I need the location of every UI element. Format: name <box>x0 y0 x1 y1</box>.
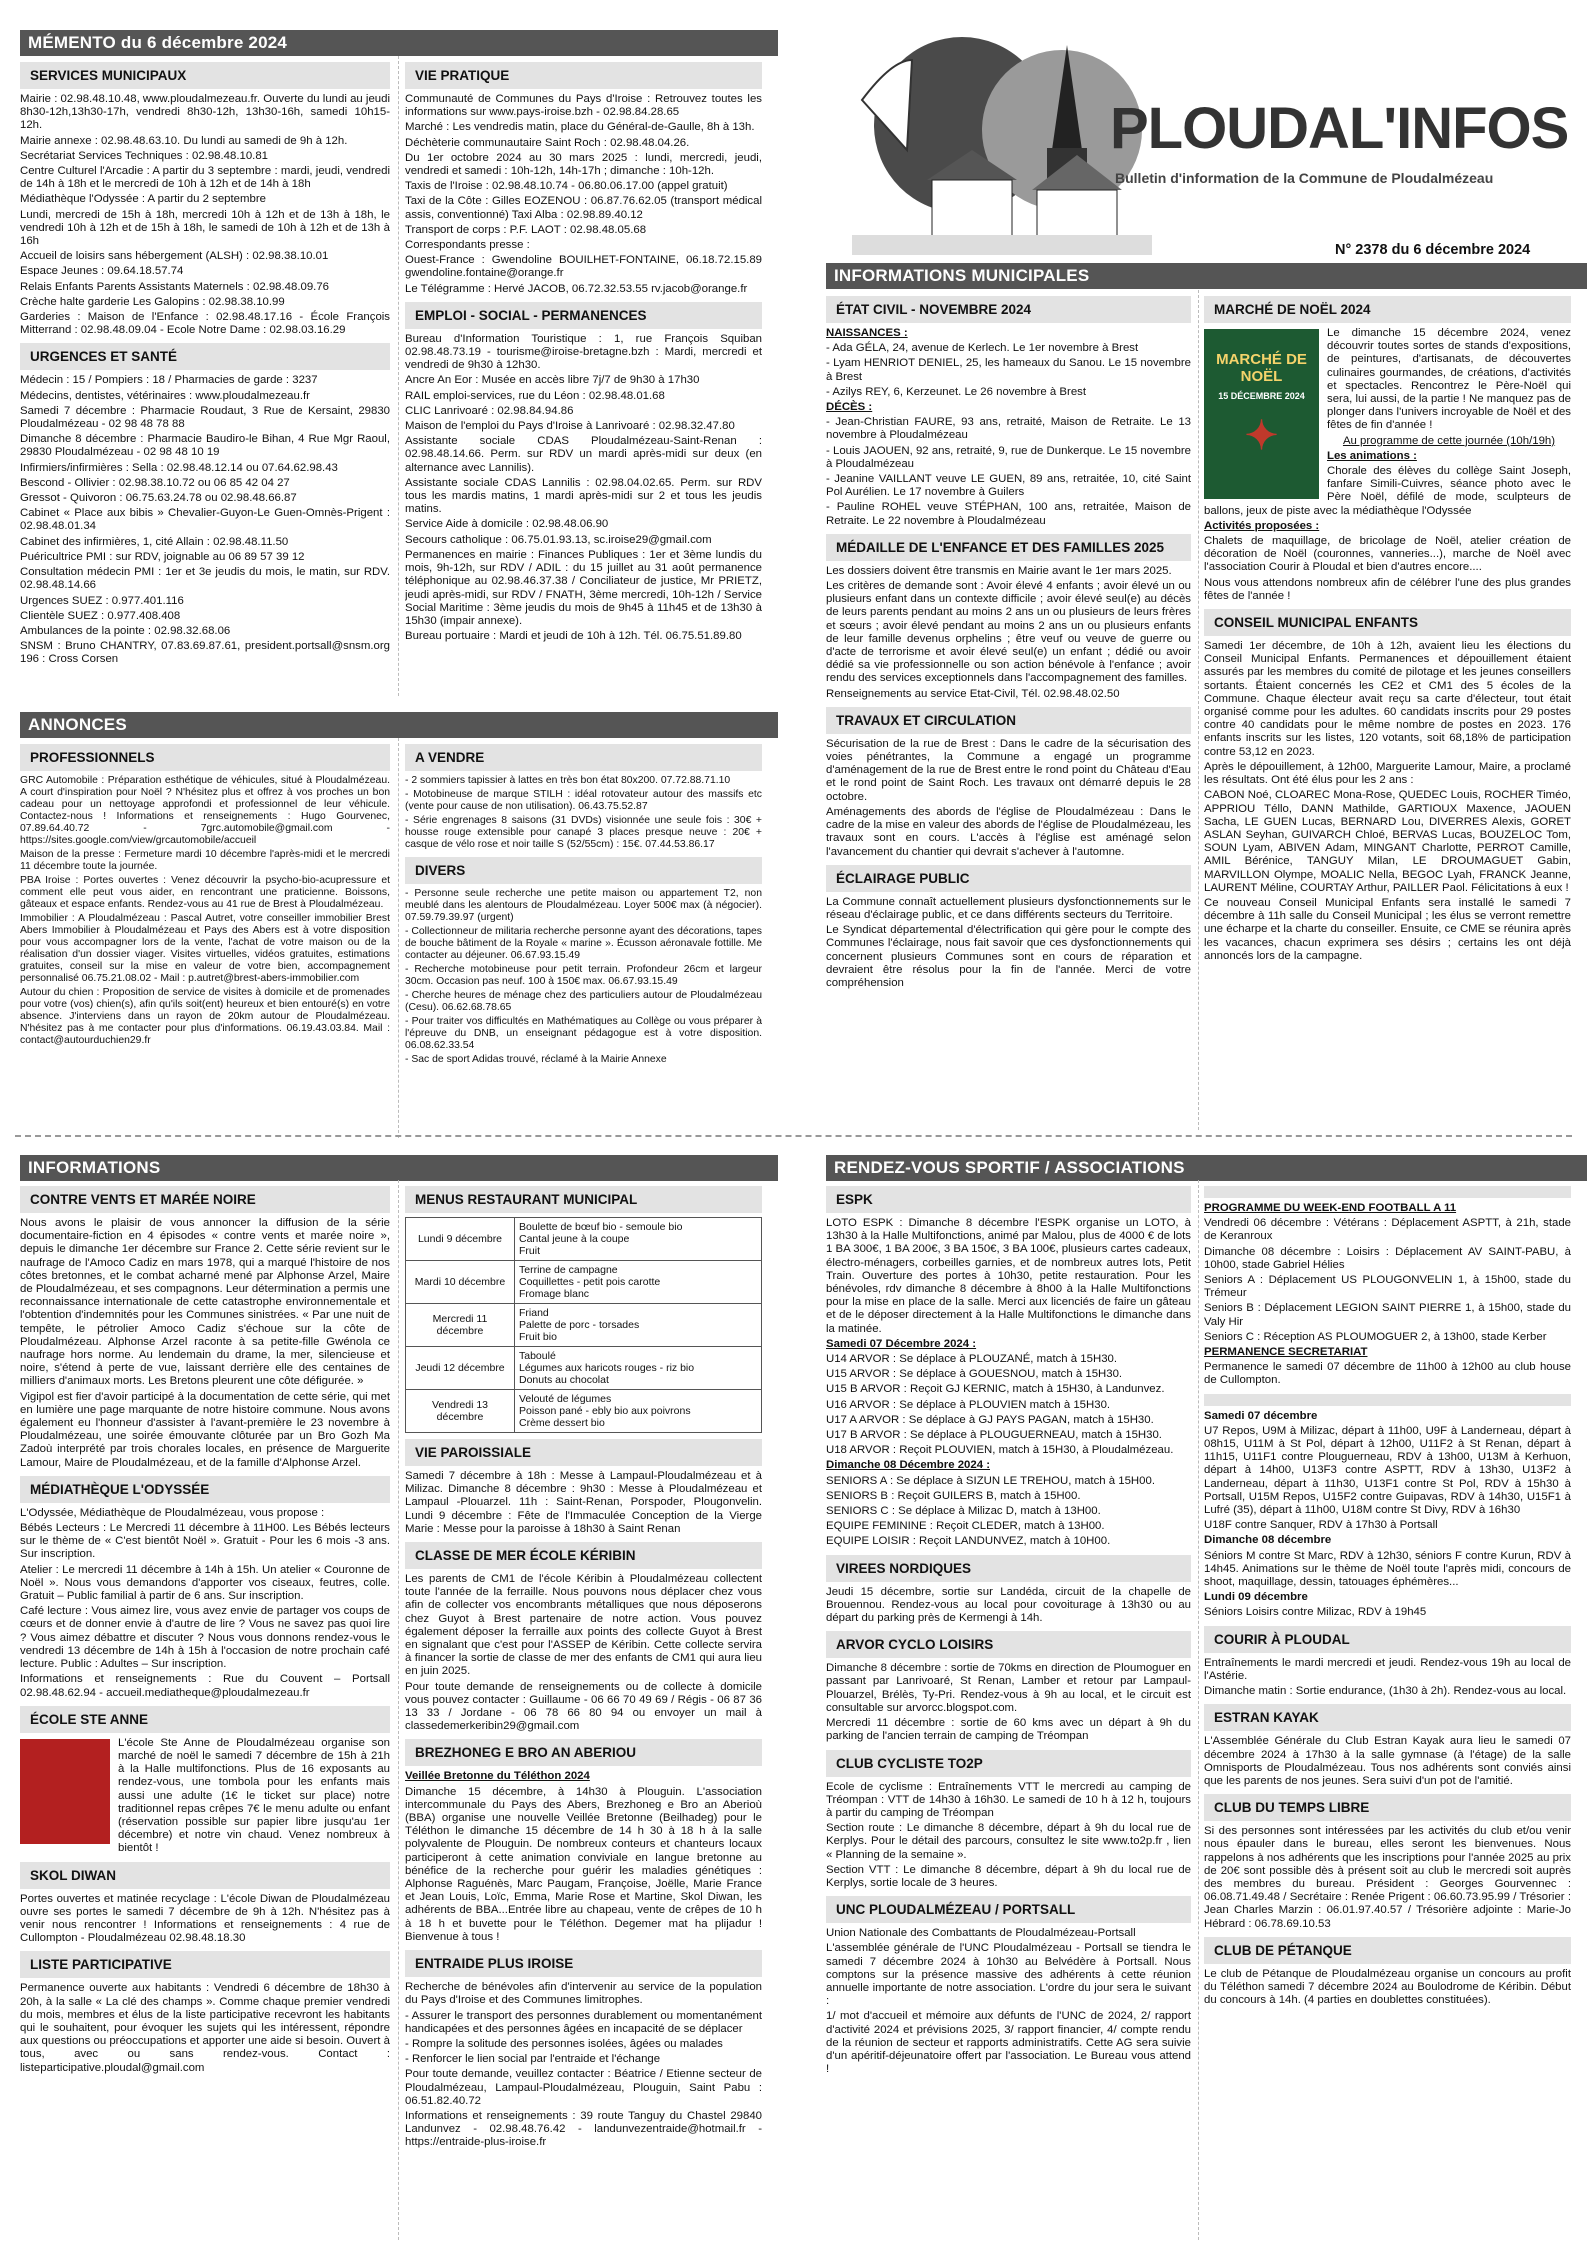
logo-subtitle: Bulletin d'information de la Commune de Ploudalmézeau <box>1115 170 1494 186</box>
section-virees: VIREES NORDIQUES <box>826 1555 1191 1582</box>
info-muni-right <box>1204 290 1571 1130</box>
section-petanque: CLUB DE PÉTANQUE <box>1204 1937 1571 1964</box>
services-text: Mairie : 02.98.48.10.48, www.ploudalmezeau.fr. Ouverte du lundi au jeudi 8h30-12h,13h30-17h, vendredi 8h30-12h, 13h30-16h, samedi 10h15-12h. Mairie annexe : 02.98.48.63.10. Du lundi au samedi de 9h à 12h. Secrétariat Services Techniques : 02.98.48.10.81 Centre Culturel l'Arcadie : A partir du 3 septembre : mardi, jeudi, vendredi de 14h à 18h et le mercredi de 10h à 12h et de 14h à 18h Médiathèque l'Odyssée : A partir du 2 septembre Lundi, mercredi de 15h à 18h, mercredi 10h à 12h et de 13h à 18h, le vendredi 10h à 12h et de 15h à 18h, le samedi de 10h à 12h et de 13h à 16h Accueil de loisirs sans hébergement (ALSH) : 02.98.38.10.01 Espace Jeunes : 09.64.18.57.74 Relais Enfants Parents Assistants Maternels : 02.98.48.09.76 Crèche halte garderie Les Galopins : 02.98.38.10.99 Garderies : Maison de l'Enfance : 02.98.48.17.16 - École François Mitterrand : 02.98.48.09.04 - Ecole Notre Dame : 02.98.03.16.29 <box>20 93 390 337</box>
section-brezhoneg: BREZHONEG E BRO AN ABERIOU <box>405 1739 762 1766</box>
section-club-cycliste: CLUB CYCLISTE TO2P <box>826 1750 1191 1777</box>
arzellis-text: PROGRAMME DU WEEK-END FOOTBALL A 11 Vendredi 06 décembre : Vétérans : Déplacement ASPTT, à 21h, stade de Keranroux Dimanche 08 décembre : Loisirs : Déplacement AV SAINT-PABU, à 10h00, stade Gabriel Hélies Seniors A : Déplacement US PLOUGONVELIN 1, à 15h00, stade du Trémeur Seniors B : Déplacement LEGION SAINT PIERRE 1, à 15h00, stade du Valy Hir Seniors C : Réception AS PLOUMOGUER 2, à 13h00, stade Kerber PERMANENCE SECRETARIAT Permanence le samedi 07 décembre de 11h00 à 12h00 au club house de Cullompton. <box>1204 1202 1571 1387</box>
rdv-right <box>1204 1180 1571 2240</box>
section-basket <box>1204 1394 1571 1406</box>
informations-bar: INFORMATIONS <box>20 1155 778 1181</box>
annonces-left <box>20 738 390 1138</box>
section-eclairage: ÉCLAIRAGE PUBLIC <box>826 865 1191 892</box>
espk-text: LOTO ESPK : Dimanche 8 décembre l'ESPK organise un LOTO, à 13h30 à la Halle Multifonctions, animé par Malou, plus de 4000 € de lots 1 BA 300€, 1 BA 200€, 3 BA 150€, 3 BA 100€, plusieurs cartes cadeaux, électro-ménagers, corbeilles garnies, et de nombreux autres lots, Petit Train. Ouverture des portes à 10h30, petite restauration. Pour les bénévoles, rdv dimanche 8 décembre à 8h00 à la Halle Multifonctions pour la mise en place de la salle. Merci aux licenciés de faire un gâteau et de le déposer directement à la Halle Multifonctions le dimanche dans la matinée. Samedi 07 Décembre 2024 : U14 ARVOR : Se déplace à PLOUZANÉ, match à 15H30. U15 ARVOR : Se déplace à GOUESNOU, match à 15H30. U15 B ARVOR : Reçoit GJ KERNIC, match à 15H30, à Landunvez. U16 ARVOR : Se déplace à PLOUVIEN match à 15H30. U17 A ARVOR : Se déplace à GJ PAYS PAGAN, match à 15H30. U17 B ARVOR : Se déplace à PLOUGUERNEAU, match à 15H30. U18 ARVOR : Reçoit PLOUVIEN, match à 15H30, à Ploudalmézeau. Dimanche 08 Décembre 2024 : SENIORS A : Se déplace à SIZUN LE TREHOU, match à 15H00. SENIORS B : Reçoit GUILERS B, match à 15H00. SENIORS C : Se déplace à Milizac D, match à 13H00. EQUIPE FEMININE : Reçoit CLEDER, match à 13H00. EQUIPE LOISIR : Reçoit LANDUNVEZ, match à 10H00. <box>826 1217 1191 1548</box>
a-vendre-text: - 2 sommiers tapissier à lattes en très bon état 80x200. 07.72.88.71.10 - Motobineuse de marque STILH : idéal rotovateur autour des massifs etc (vente pour cause de non utilisation). 06.43.75.52.87 - Série engrenages 8 saisons (31 DVDs) visionnée une seule fois : 30€ + housse rouge extensible pour canapé 3 places presque neuve : 20€ + casque de vélo rose et noir taille S (52/55cm) : 15€. 07.44.53.86.17 <box>405 775 762 850</box>
rdv-left <box>826 1180 1191 2240</box>
ecole-poster-image <box>20 1739 110 1844</box>
info-muni-bar: INFORMATIONS MUNICIPALES <box>826 263 1587 289</box>
section-divers: DIVERS <box>405 857 762 884</box>
ecole-ste-anne-text: L'école Ste Anne de Ploudalmézeau organise son marché de noël le samedi 7 décembre de 15h à 21h à la Halle multifonctions. Plus de 16 exposants au rendez-vous, une tombola pour les enfants mais aussi une adulte (1€ le ticket sur place) notre traditionnel repas crêpes 7€ le menu adulte ou enfant (réservation possible sur papier libre jusqu'au 1er décembre) et notre vin chaud. Venez nombreux à bientôt ! <box>118 1736 390 1855</box>
unc-text: Union Nationale des Combattants de Ploudalmézeau-Portsall L'assemblée générale de l'UNC Ploudalmézeau - Portsall se tiendra le samedi 7 décembre 2024 à 10h30 au Belvédère à Portsall. Nous comptons sur la présence massive des adhérents à cette réunion annuelle importante de notre association. L'ordre du jour sera le suivant : 1/ mot d'accueil et mémoire aux défunts de l'UNC de 2024, 2/ rapport d'activité 2024 et prévisions 2025, 3/ rapport financier, 4/ compte rendu de la réunion de secteur et rapports administratifs. Cette AG sera suivie d'un apéritif-déjeunatoire offert par l'association. Le Bureau vous attend ! <box>826 1927 1191 2076</box>
section-courir: COURIR À PLOUDAL <box>1204 1626 1571 1653</box>
info-muni-left <box>826 290 1191 1130</box>
club-temps-text: Si des personnes sont intéressées par les activités du club et/ou venir nous épauler dans le bureau, elles seront les bienvenues. Nous rappelons à nos adhérents que les inscriptions pour l'année 2025 au prix de 20€ sont possible dès à présent soit au club le mercredi soit auprès des membres du bureau. Président : Georges Gourvennec : 06.08.71.49.48 / Secrétaire : Renée Prigent : 06.60.73.95.99 / Trésorier : Jean Charles Marzin : 06.01.97.40.57 / Trésorière adjointe : Marie-Jo Hébrard : 06.78.69.10.53 <box>1204 1825 1571 1930</box>
section-emploi: EMPLOI - SOCIAL - PERMANENCES <box>405 302 762 329</box>
menu-row: Jeudi 12 décembre Taboulé Légumes aux haricots rouges - riz bio Donuts au chocolat <box>406 1347 762 1390</box>
section-conseil: CONSEIL MUNICIPAL ENFANTS <box>1204 609 1571 636</box>
divers-text: - Personne seule recherche une petite maison ou appartement T2, non meublé dans les alentours de Ploudalmézeau. Loyer 500€ max (à négocier). 07.59.79.39.97 (urgent) - Collectionneur de militaria recherche personne ayant des décorations, tapes de bouche bâtiment de la Royale « marine ». Écusson aéronavale fottille. Me contacter au déjeuner. 06.67.93.15.49 - Recherche motobineuse pour petit terrain. Profondeur 26cm et largeur 30cm. Occasion pas neuf. 100 à 150€ max. 06.67.93.15.49 - Cherche heures de ménage chez des particuliers autour de Ploudalmézeau (Cesu). 06.62.68.78.65 - Pour traiter vos difficultés en Mathématiques au Collège ou vous préparer à l'épreuve du DNB, un enseignant pédagogue est à votre disposition. 06.08.62.33.54 - Sac de sport Adidas trouvé, réclamé à la Mairie Annexe <box>405 888 762 1065</box>
courir-text: Entraînements le mardi mercredi et jeudi. Rendez-vous 19h au local de l'Astérie. Dimanche matin : Sortie endurance, (1h30 à 2h). Rendez-vous au local. <box>1204 1656 1571 1698</box>
section-club-temps: CLUB DU TEMPS LIBRE <box>1204 1794 1571 1821</box>
menu-row: Lundi 9 décembre Boulette de bœuf bio - semoule bio Cantal jeune à la coupe Fruit <box>406 1218 762 1261</box>
section-arvor-cyclo: ARVOR CYCLO LOISIRS <box>826 1631 1191 1658</box>
section-espk: ESPK <box>826 1186 1191 1213</box>
section-mediatheque: MÉDIATHÈQUE L'ODYSSÉE <box>20 1476 390 1503</box>
section-services: SERVICES MUNICIPAUX <box>20 62 390 89</box>
poster-date: 15 DÉCEMBRE 2024 <box>1218 391 1305 401</box>
memento-right <box>405 56 762 696</box>
logo-title: PLOUDAL'INFOS <box>1110 96 1569 161</box>
mediatheque-text: L'Odyssée, Médiathèque de Ploudalmézeau, vous propose : Bébés Lecteurs : Le Mercredi 11 décembre à 11H00. Les Bébés lecteurs sur le thème de « C'est bientôt Noël ». Gratuit - Pour les 6 mois -3 ans. Sur inscription. Atelier : Le mercredi 11 décembre à 14h à 15h. Un atelier « Couronne de Noël ». Nous vous demandons d'apporter vos ciseaux, feutres, colle. Gratuit – Public familial à partir de 6 ans. Sur inscription. Café lecture : Vous aimez lire, vous avez envie de partager vos coups de cœurs et de donner envie à d'autre de lire ? Vous ne savez pas quoi lire ? Vous aimez débattre et discuter ? Nous vous donnons rendez-vous le vendredi 13 décembre de 14h à 15h à l'occasion de notre prochain café lecture. Public : Adultes – Sur inscription. Informations et renseignements : Rue du Couvent – Portsall 02.98.48.62.94 - accueil.mediatheque@ploudalmezeau.fr <box>20 1506 390 1699</box>
section-etat-civil: ÉTAT CIVIL - NOVEMBRE 2024 <box>826 296 1191 323</box>
arvor-cyclo-text: Dimanche 8 décembre : sortie de 70kms en direction de Ploumoguer en passant par Lanrivoaré, St Renan, Lamber et retour par Lampaul-Plouarzel, Brélès, Ty-Pri. Rendez-vous à 9h au local, et le circuit est consultable sur arvorcc.blogspot.com. Mercredi 11 décembre : sortie de 60 kms avec un départ à 9h du parking de l'ancien terrain de camping de Tréompan <box>826 1662 1191 1743</box>
section-entraide: ENTRAIDE PLUS IROISE <box>405 1950 762 1977</box>
annonces-bar: ANNONCES <box>20 712 778 738</box>
section-vie-pratique: VIE PRATIQUE <box>405 62 762 89</box>
rdv-bar: RENDEZ-VOUS SPORTIF / ASSOCIATIONS <box>826 1155 1587 1181</box>
section-urgences: URGENCES ET SANTÉ <box>20 343 390 370</box>
menu-row: Mardi 10 décembre Terrine de campagne Coquillettes - petit pois carotte Fromage blanc <box>406 1261 762 1304</box>
section-skol-diwan: SKOL DIWAN <box>20 1862 390 1889</box>
eclairage-text: La Commune connaît actuellement plusieurs dysfonctionnements sur le réseau d'éclairage public, et ce dans différents secteurs du Territoire. Le Syndicat départemental d'électrification qui gère pour le compte des Communes l'éclairage, nous fait savoir que ces dysfonctionnements qui concernent plusieurs Communes sont en cours de réparation et devraient être résolus pour la fin de l'année. Merci de votre compréhension <box>826 895 1191 989</box>
section-classe-mer: CLASSE DE MER ÉCOLE KÉRIBIN <box>405 1542 762 1569</box>
memento-bar: MÉMENTO du 6 décembre 2024 <box>20 30 778 56</box>
section-marche-noel: MARCHÉ DE NOËL 2024 <box>1204 296 1571 323</box>
etat-civil-text: NAISSANCES : - Ada GÉLA, 24, avenue de Kerlech. Le 1er novembre à Brest - Lyam HENRIOT DENIEL, 25, les hameaux du Sanou. Le 15 novembre à Brest - Azilys REY, 6, Kerzeunet. Le 26 novembre à Brest DÉCÈS : - Jean-Christian FAURE, 93 ans, retraité, Maison de Retraite. Le 13 novembre à Ploudalmézeau - Louis JAOUEN, 92 ans, retraité, 9, rue de Dunkerque. Le 15 novembre à Ploudalmézeau - Jeanine VAILLANT veuve LE GUEN, 89 ans, retraitée, 10, cité Saint Pol Aurélien. Le 17 novembre à Guilers - Pauline ROHEL veuve STÉPHAN, 100 ans, retraitée, Maison de Retraite. Le 22 novembre à Ploudalmézeau <box>826 327 1191 527</box>
paroissiale-text: Samedi 7 décembre à 18h : Messe à Lampaul-Ploudalmézeau et à Milizac. Dimanche 8 décembre : 9h30 : Messe à Ploudalmézeau et Lampaul -Plouarzel. 11h : Saint-Renan, Porspoder, Plougonvelin. Lundi 9 décembre : Fête de l'Immaculée Conception de la Vierge Marie : Messe pour la paroisse à 18h30 à Saint Renan <box>405 1470 762 1535</box>
emploi-text: Bureau d'Information Touristique : 1, rue François Squiban 02.98.48.73.19 - tourisme@iroise-bretagne.bzh : Mardi, mercredi et vendredi de 9h30 à 12h30. Ancre An Eor : Musée en accès libre 7j/7 de 9h30 à 17h30 RAIL emploi-services, rue du Léon : 02.98.48.01.68 CLIC Lanrivoaré : 02.98.84.94.86 Maison de l'emploi du Pays d'Iroise à Lanrivoaré : 02.98.32.47.80 Assistante sociale CDAS Ploudalmézeau-Saint-Renan : 02.98.48.14.66. Perm. sur RDV un mardi après-midi sur deux (en alternance avec Lannilis). Assistante sociale CDAS Lannilis : 02.98.04.02.65. Perm. sur RDV tous les mardis matins, 1 mardi après-midi sur 2 et tous les jeudis matins. Service Aide à domicile : 02.98.48.06.90 Secours catholique : 06.75.01.93.13, sc.iroise29@gmail.com Permanences en mairie : Finances Publiques : 1er et 3ème lundis du mois, 9h-12h, sur RDV / ADIL : du 15 juillet au 31 août permanence téléphonique au 02.98.46.37.38 / Conciliateur de justice, Mr PRIETZ, jeudi après-midi, sur RDV / FNATH, 3ème mercredi, 10h-12h / Service Social Maritime : 3ème jeudis du mois de 9h45 à 11h45 et de 13h30 à 15h30 (impair annexe). Bureau portuaire : Mardi et jeudi de 10h à 12h. Tél. 06.75.51.89.80 <box>405 332 762 643</box>
liste-participative-text: Permanence ouverte aux habitants : Vendredi 6 décembre de 18h30 à 20h, à la salle « La clé des champs ». Comme chaque premier vendredi du mois, membres et élus de la liste participative recevront les habitants qui le souhaitent, pour évoquer les sujets qui les intéressent, répondre aux questions ou préoccupations et apporter une aide si besoin. Ouvert à tous, avec ou sans rendez-vous. Contact : listeparticipative.ploudal@gmail.com <box>20 1982 390 2074</box>
memento-left <box>20 56 390 696</box>
issue-number: N° 2378 du 6 décembre 2024 <box>1335 242 1531 258</box>
informations-left <box>20 1180 390 2240</box>
annonces-right <box>405 738 762 1138</box>
section-a-vendre: A VENDRE <box>405 744 762 771</box>
urgences-text: Médecin : 15 / Pompiers : 18 / Pharmacies de garde : 3237 Médecins, dentistes, vétérinaires : www.ploudalmezeau.fr Samedi 7 décembre : Pharmacie Roudaut, 3 Rue de Kersaint, 29830 Ploudalmézeau - 02 98 48 78 88 Dimanche 8 décembre : Pharmacie Baudiro-le Bihan, 4 Rue Mgr Raoul, 29830 Ploudalmézeau - 02 98 48 10 19 Infirmiers/infirmières : Sella : 02.98.48.12.14 ou 07.64.62.98.43 Bescond - Ollivier : 02.98.38.10.72 ou 06 85 42 04 27 Gressot - Quivoron : 06.75.63.24.78 ou 02.98.48.66.87 Cabinet « Place aux bibis » Chevalier-Guyon-Le Guen-Omnès-Prigent : 02.98.48.01.34 Cabinet des infirmières, 1, cité Allain : 02.98.48.11.50 Puéricultrice PMI : sur RDV, joignable au 06 89 57 39 12 Consultation médecin PMI : 1er et 3e jeudis du mois, le matin, sur RDV. 02.98.48.14.66 Urgences SUEZ : 0.977.401.116 Clientèle SUEZ : 0.977.408.408 Ambulances de la pointe : 02.98.32.68.06 SNSM : Bruno CHANTRY, 07.83.69.87.61, president.portsall@snsm.org 196 : Cross Corsen <box>20 374 390 666</box>
medaille-text: Les dossiers doivent être transmis en Mairie avant le 1er mars 2025. Les critères de demande sont : Avoir élevé 4 enfants ; avoir élevé un ou plusieurs enfant dans un contexte difficile ; avoir élevé seul(e) au décès de leurs parents pendant au moins 2 ans un ou plusieurs de leurs frères et sœurs ; avoir élevé pendant au moins 2 ans un ou plusieurs enfants de leur famille devenus orphelins ; être veuf ou veuve de guerre ou d'acte de terrorisme et avoir élevé seul(e) un enfant ; dédié ou avoir dédié sa vie professionnelle ou son action bénévole à l'enfance ; avoir rendu des services exceptionnels dans l'accompagnement des familles. Renseignements au service Etat-Civil, Tél. 02.98.48.02.50 <box>826 564 1191 700</box>
section-arzellis <box>1204 1186 1571 1198</box>
christmas-poster <box>1204 329 1319 499</box>
poster-title: MARCHÉ DE NOËL <box>1216 351 1307 385</box>
entraide-text: Recherche de bénévoles afin d'intervenir au service de la population du Pays d'Iroise et des Communes limitrophes. - Assurer le transport des personnes durablement ou momentanément handicapées et des personnes âgées en incapacité de se déplacer - Rompre la solitude des personnes isolées, âgées ou malades - Renforcer le lien social par l'entraide et l'échange Pour toute demande, veuillez contacter : Béatrice / Etienne secteur de Ploudalmézeau, Lampaul-Ploudalmézeau, Plouguin, Saint Pabu : 06.51.82.40.72 Informations et renseignements : 39 route Tanguy du Chastel 29840 Landunvez - 02.98.48.76.42 - landunvezentraide@hotmail.fr - https://entraide-plus-iroise.fr <box>405 1981 762 2149</box>
petanque-text: Le club de Pétanque de Ploudalmézeau organise un concours au profit du Téléthon samedi 7 décembre 2024 au Boulodrome de Kéribin. Début du concours à 14h. (4 parties en doublettes constituées). <box>1204 1967 1571 2007</box>
informations-right <box>405 1180 762 2240</box>
vie-pratique-text: Communauté de Communes du Pays d'Iroise : Retrouvez toutes les informations sur www.pays-iroise.bzh - 02.98.84.28.65 Marché : Les vendredis matin, place du Général-de-Gaulle, 8h à 13h. Déchèterie communautaire Saint Roch : 02.98.48.04.26. Du 1er octobre 2024 au 30 mars 2025 : lundi, mercredi, jeudi, vendredi et samedi : 10h-12h, 14h-17h ; dimanche : 10h-12h. Taxis de l'Iroise : 02.98.48.10.74 - 06.80.06.17.00 (appel gratuit) Taxi de la Côte : Gilles EOZENOU : 06.87.76.62.05 (transport médical assis, conventionné) Taxi Alba : 02.98.89.40.12 Transport de corps : P.F. LAOT : 02.98.48.05.68 Correspondants presse : Ouest-France : Gwendoline BOUILHET-FONTAINE, 06.18.72.15.89 gwendoline.fontaine@orange.fr Le Télégramme : Hervé JACOB, 06.72.32.53.55 rv.jacob@orange.fr <box>405 93 762 295</box>
section-contre-vents: CONTRE VENTS ET MARÉE NOIRE <box>20 1186 390 1213</box>
brezhoneg-text: Veillée Bretonne du Téléthon 2024 Dimanche 15 décembre, à 14h30 à Plouguin. L'association intercommunale du Pays des Abers, Brezhoneg e Bro an Aberioù (BBA) organise une nouvelle Veillée Bretonne (Beilhadeg) pour le Téléthon le dimanche 15 décembre de 14 h 30 à 18 h à la salle polyvalente de Plouguin. De nombreux conteurs et chanteurs locaux participeront à cette animation conviviale en langue bretonne au bénéfice de la recherche pour guérir les maladies génétiques : Alphonse Raguénès, Marc Paugam, Françoise, Joëlle, Marie France et Jean Louis, Loïc, Emma, Marie Rose et Martine, Skol Diwan, les adhérents de BBA...Entrée libre au chapeau, vente de crêpes de 10 h à 18 h et buvette pour le Téléthon. Degemer mat ha plijadur ! Bienvenue à tous ! <box>405 1770 762 1943</box>
virees-text: Jeudi 15 décembre, sortie sur Landéda, circuit de la chapelle de Brouennou. Rendez-vous au local pour covoiturage à 13h30 ou au départ du parking près de Kermengi à 14h. <box>826 1585 1191 1625</box>
skol-diwan-text: Portes ouvertes et matinée recyclage : L'école Diwan de Ploudalmézeau ouvre ses portes le samedi 7 décembre de 9h à 12h. N'hésitez pas à venir nous rencontrer ! Informations et renseignements : 4 rue de Cullompton - Ploudalmézeau 02.98.48.18.30 <box>20 1892 390 1945</box>
tree-icon: ✦ <box>1244 414 1279 458</box>
estran-text: L'Assemblée Générale du Club Estran Kayak aura lieu le samedi 07 décembre 2024 à 17h30 à la salle gymnase (à l'étage) de la salle Omnisports de Ploudalmézeau. Tous nos adhérents sont conviés ainsi que les parents de nos jeunes. Sera suivi d'un pot de l'amitié. <box>1204 1735 1571 1787</box>
classe-mer-text: Les parents de CM1 de l'école Kéribin à Ploudalmézeau collectent toute l'année de la ferraille. Nous pouvons nous déplacer chez vous afin de collecter vos encombrants métalliques que nous déposerons chez Guyot à Brest partenaire de notre action. Vous pouvez également déposer la ferraille aux points des collecte Guyot à Brest en signalant que c'est pour l'ASSEP de Kéribin. Cette collecte servira à financer la sortie de classe de mer des enfants de CM1 qui aura lieu en juin 2025. Pour toute demande de renseignements ou de collecte à domicile vous pouvez contacter : Guillaume - 06 66 70 49 69 / Régis - 06 87 36 13 33 / Jordane - 06 78 66 80 94 ou envoyer un mail à classedemerkeribin29@gmail.com <box>405 1573 762 1733</box>
travaux-text: Sécurisation de la rue de Brest : Dans le cadre de la sécurisation des voies pénétrantes, la Commune a engagé un programme d'aménagement de la rue de Brest entre le rond point du Château d'Eau et le rond point de Saint Roch. Les travaux ont démarré depuis le 28 octobre. Aménagements des abords de l'église de Ploudalmézeau : Dans le cadre de la mise en valeur des abords de l'église de Ploudalmézeau, les travaux sont en cours. L'accès à l'église est aménagé selon l'avancement du chantier qui devrait s'achever à l'automne. <box>826 737 1191 858</box>
basket-text: Samedi 07 décembre U7 Repos, U9M à Milizac, départ à 11h00, U9F à Landerneau, départ à 08h15, U11M à St Pol, départ à 12h00, U11F2 à St Renan, départ à 11h15, U11F1 contre Plouguerneau, RDV à 13h00, U13M à Kerhuon, départ à 14h00, U13F3 contre ASPTT, RDV à 13h30, U13F2 à Landerneau, départ à 11h30, U13F1 contre St Pol, RDV à 15h30 à Portsall, U15M Repos, U15F2 contre Guipavas, RDV à 14h30, U15F1 à Lufré (35), départ à 11h00, U18M contre St Divy, RDV à 16h30 U18F contre Sanquer, RDV à 17h30 à Portsall Dimanche 08 décembre Séniors M contre St Marc, RDV à 12h30, séniors F contre Kurun, RDV à 14h45. Animations sur le thème de Noël toute l'après midi, concours de shoot, maquillage, dessin, tatouages éphémères... Lundi 09 décembre Séniors Loisirs contre Milizac, RDV à 19h45 <box>1204 1409 1571 1619</box>
menu-row: Vendredi 13 décembre Velouté de légumes Poisson pané - ebly bio aux poivrons Crème dessert bio <box>406 1390 762 1433</box>
professionnels-text: GRC Automobile : Préparation esthétique de véhicules, situé à Ploudalmézeau. A court d'inspiration pour Noël ? N'hésitez plus et offrez à vos proches un bon cadeau pour un nettoyage approfondi et professionnel de leur véhicule. Contactez-nous ! Informations et renseignements : Hugo Gourvenec, 07.89.64.40.72 - 7grc.automobile@gmail.com - https://sites.google.com/view/grcautomobile/accueil Maison de la presse : Fermeture mardi 10 décembre l'après-midi et le mercredi 11 décembre toute la journée. PBA Iroise : Portes ouvertes : Venez découvrir la psycho-bio-acupressure et comment elle peut vous aider, en rencontrant une praticienne. Boissons, gâteaux et espace enfants. Rendez-vous au 41 rue de Brest à Ploudalmézeau. Immobilier : A Ploudalmézeau : Pascal Autret, votre conseiller immobilier Brest Abers Immobilier à Ploudalmézeau et Pays des Abers est à votre disposition pour vous accompagner lors de la vente, l'achat de votre maison ou de la réalisation d'un dossier viager. Visites virtuelles, vidéos gratuites, estimations gratuites, conseil sur la mise en valeur de votre bien, accompagnement personnalisé 06.75.21.08.02 - Mail : p.autret@brest-abers-immobilier.com Autour du chien : Proposition de service de visites à domicile et de promenades pour votre (vos) chien(s), afin qu'ils soit(ent) heureux et bien entouré(s) en votre absence. J'interviens dans un rayon de 20km autour de Ploudalmézeau. N'hésitez pas à me contacter pour plus d'informations. 06.19.43.03.84. Mail : contact@autourduchien29.fr <box>20 775 390 1046</box>
section-travaux: TRAVAUX ET CIRCULATION <box>826 707 1191 734</box>
menu-table <box>405 1217 762 1433</box>
section-estran: ESTRAN KAYAK <box>1204 1704 1571 1731</box>
section-unc: UNC PLOUDALMÉZEAU / PORTSALL <box>826 1896 1191 1923</box>
contre-vents-text: Nous avons le plaisir de vous annoncer la diffusion de la série documentaire-fiction en 4 épisodes « contre vents et marée noire », depuis le dimanche 1er décembre sur France 2. Cette série revient sur le naufrage de l'Amoco Cadiz en mars 1978, qui a marqué l'histoire de nos côtes bretonnes, et le combat acharné mené par Alphonse Arzel, Maire de Ploudalmézeau, et ses compagnons. Leur détermination a permis une reconnaissance internationale de cette catastrophe environnementale et l'obtention d'indemnités pour les Communes sinistrées. « Par une nuit de tempête, le pétrolier Amoco Cadiz s'échoue sur la côte de Ploudalmézeau. Alphonse Arzel raconte à sa petite-fille Gwénola ce naufrage hors norme. Au lendemain du drame, la mer, silencieuse et noire, s'étend à perte de vue, laissant derrière elle des centaines de milliers d'animaux morts. Les Bretons pleurent une côte défigurée. » Vigipol est fier d'avoir participé à la documentation de cette série, qui met en lumière une page marquante de notre histoire commune. Nous avons également eu l'honneur d'assister à l'avant-première le 23 novembre à Ploudalmézeau, une soirée émouvante clôturée par un Bro Gozh Ma Zadoù interprété par trois chorales locales, en présence de Marguerite Lamour, Maire de Ploudalmézeau, et de la famille d'Alphonse Arzel. <box>20 1217 390 1469</box>
section-liste-participative: LISTE PARTICIPATIVE <box>20 1951 390 1978</box>
conseil-text: Samedi 1er décembre, de 10h à 12h, avaient lieu les élections du Conseil Municipal Enfants. Permanences et dépouillement étaient assurés par les membres du comité de pilotage et les jeunes conseillers sortants. Étaient concernés les CE2 et CM1 des 5 écoles de la Commune. Chaque électeur avait reçu sa carte d'électeur, tout était organisé comme pour les adultes. 60 candidats inscrits pour 29 postes contre 40 candidats pour le même nombre de postes en 2023. 176 enfants inscrits sur les listes, 120 votants, soit 68,18% de participation contre 53,12 en 2023. Après le dépouillement, à 12h00, Marguerite Lamour, Maire, a proclamé les résultats. Ont été élus pour les 2 ans : CABON Noé, CLOAREC Mona-Rose, QUEDEC Louis, ROCHER Timéo, APPRIOU Téllo, DANN Mathilde, GARTIOUX Maxence, JAOUEN Sacha, LE GUEN Lucas, BERNARD Lou, DIVERRES Alexis, GORET ASLAN Seyhan, GUIVARCH Chloé, BERVAS Lucas, BOUZELOC Tom, SOUN Lyam, ABIVEN Adam, MINGANT Charlotte, PERROT Camille, AMIL Bérénice, TANGUY Milan, LE DROUMAGUET Gabin, MARVILLON Olympe, MOALIC Nella, BEGOC Lyah, FRANCK Jeanne, LAURENT Méline, COURTAY Arthur, PAILLER Paol. Félicitations à eux ! Ce nouveau Conseil Municipal Enfants sera installé le samedi 7 décembre à 11h salle du Conseil Municipal ; les élus se verront remettre une écharpe et la charte du conseiller. Ensuite, ce CME se réunira après les vacances, chacun exprimera ses désirs ; certains les ont déjà annoncés lors de la campagne. <box>1204 640 1571 962</box>
section-menus: MENUS RESTAURANT MUNICIPAL <box>405 1186 762 1213</box>
club-cycliste-text: Ecole de cyclisme : Entraînements VTT le mercredi au camping de Tréompan : VTT de 14h30 à 16h30. Le samedi de 10 h à 12 h, toujours à partir du camping de Tréompan Section route : Le dimanche 8 décembre, départ à 9h du local rue de Kerplys. Pour le détail des parcours, consultez le site www.to2p.fr , lien « Planning de la semaine ». Section VTT : Le dimanche 8 décembre, départ à 9h du local rue de Kerplys, sortie locale de 3 heures. <box>826 1780 1191 1889</box>
section-professionnels: PROFESSIONNELS <box>20 744 390 771</box>
section-vie-paroissiale: VIE PAROISSIALE <box>405 1439 762 1466</box>
menu-row: Mercredi 11 décembre Friand Palette de porc - torsades Fruit bio <box>406 1304 762 1347</box>
marche-noel-text: Le dimanche 15 décembre 2024, venez découvrir toutes sortes de stands d'expositions, de peintures, d'artisanats, de découvertes culinaires gourmandes, de créations, d'activités et spectacles. Rencontrez le Père-Noël qui sera, lui aussi, de la partie ! Ne manquez pas de plonger dans l'univers incroyable de Noël et des fêtes de fin d'année ! Au programme de cette journée (10h/19h) Les animations : Chorale des élèves du collège Saint Joseph, fanfare Simili-Cuivres, séance photo avec le Père Noël, défilé de mode, sculpteurs de ballons, jeux de piste avec la médiathèque l'Odyssée Activités proposées : Chalets de maquillage, de bricolage de Noël, atelier création de décoration de Noël (couronnes, vanneries...), marche de Noël avec l'association Courir à Ploudal et bien d'autres encore.... Nous vous attendons nombreux afin de célébrer l'une des plus grandes fêtes de l'année ! <box>1204 327 1571 602</box>
section-medaille: MÉDAILLE DE L'ENFANCE ET DES FAMILLES 2025 <box>826 534 1191 561</box>
section-ecole-ste-anne: ÉCOLE STE ANNE <box>20 1706 390 1733</box>
